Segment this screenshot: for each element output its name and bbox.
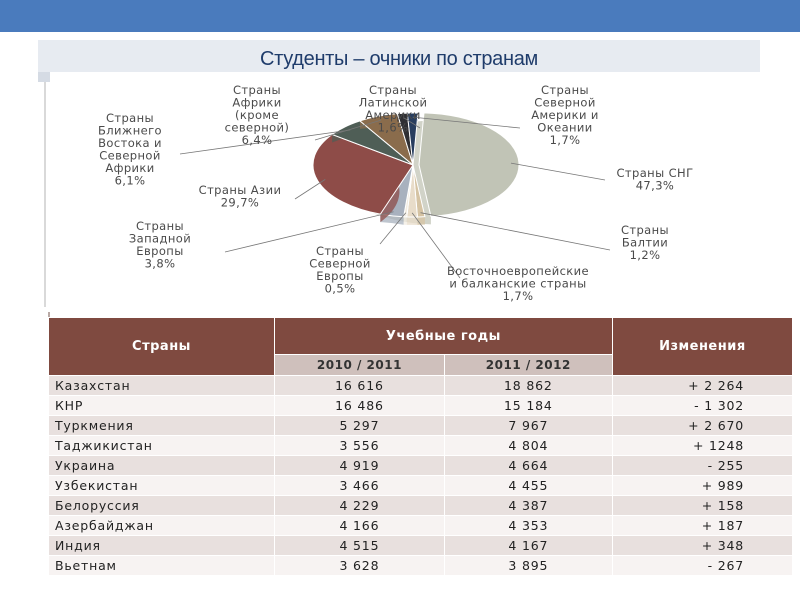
- cell-year-2011-2012: 4 353: [444, 516, 612, 536]
- cell-year-2010-2011: 3 466: [275, 476, 445, 496]
- header-changes: Изменения: [612, 318, 792, 376]
- cell-year-2010-2011: 5 297: [275, 416, 445, 436]
- table-row: [49, 516, 793, 536]
- slice-label: Страны СНГ 47,3%: [616, 166, 694, 193]
- cell-year-2011-2012: 4 387: [444, 496, 612, 516]
- top-bar: [0, 0, 800, 32]
- title-band-shadow: [38, 72, 50, 82]
- cell-year-2010-2011: 3 628: [275, 556, 445, 576]
- pie-slice-side: [404, 217, 407, 225]
- header-year-2011-2012: 2011 / 2012: [444, 355, 612, 376]
- slice-label: Страны Северной Европы 0,5%: [309, 244, 371, 296]
- table-row: [49, 556, 793, 576]
- cell-year-2010-2011: 16 486: [275, 396, 445, 416]
- slide-title: Студенты – очники по странам: [259, 48, 538, 70]
- cell-year-2010-2011: 4 515: [275, 536, 445, 556]
- leader-line: [295, 179, 325, 199]
- pie-slices: [313, 113, 519, 225]
- table-row: [49, 476, 793, 496]
- cell-country: КНР: [49, 396, 275, 416]
- pie-chart: [50, 82, 750, 310]
- cell-year-2011-2012: 7 967: [444, 416, 612, 436]
- cell-country: Азербайджан: [49, 516, 275, 536]
- cell-change: + 989: [612, 476, 792, 496]
- cell-country: Казахстан: [49, 376, 275, 396]
- cell-year-2010-2011: 4 166: [275, 516, 445, 536]
- cell-change: + 158: [612, 496, 792, 516]
- slice-label: Страны Балтии 1,2%: [620, 223, 670, 262]
- cell-year-2010-2011: 16 616: [275, 376, 445, 396]
- cell-country: Белоруссия: [49, 496, 275, 516]
- cell-year-2011-2012: 4 455: [444, 476, 612, 496]
- leader-line: [225, 212, 394, 252]
- cell-year-2011-2012: 3 895: [444, 556, 612, 576]
- header-academic-years: Учебные годы: [275, 318, 613, 355]
- cell-country: Вьетнам: [49, 556, 275, 576]
- students-table-container: [48, 312, 793, 574]
- table-row: [49, 456, 793, 476]
- cell-year-2010-2011: 3 556: [275, 436, 445, 456]
- table-row: [49, 536, 793, 556]
- left-divider: [44, 82, 46, 307]
- cell-change: + 2 670: [612, 416, 792, 436]
- cell-change: + 348: [612, 536, 792, 556]
- cell-year-2011-2012: 18 862: [444, 376, 612, 396]
- cell-change: - 255: [612, 456, 792, 476]
- cell-year-2011-2012: 4 167: [444, 536, 612, 556]
- slice-label: Страны Северной Америки и Океании 1,7%: [531, 83, 599, 147]
- students-table: [48, 317, 793, 576]
- table-row: [49, 436, 793, 456]
- slice-label: Страны Африки (кроме северной) 6,4%: [224, 83, 290, 147]
- cell-year-2010-2011: 4 229: [275, 496, 445, 516]
- pie-slice-side: [417, 217, 425, 225]
- cell-year-2011-2012: 15 184: [444, 396, 612, 416]
- table-row: [49, 416, 793, 436]
- header-countries: Страны: [49, 318, 275, 376]
- pie-slice-1: [419, 113, 519, 217]
- leader-line: [511, 163, 605, 180]
- table-row: [49, 496, 793, 516]
- cell-change: + 187: [612, 516, 792, 536]
- cell-country: Украина: [49, 456, 275, 476]
- cell-country: Туркмения: [49, 416, 275, 436]
- slice-label: Восточноевропейские и балканские страны 1,7%: [446, 264, 590, 303]
- table-row: [49, 376, 793, 396]
- leader-line: [421, 213, 610, 250]
- cell-year-2011-2012: 4 804: [444, 436, 612, 456]
- cell-country: Индия: [49, 536, 275, 556]
- cell-change: + 2 264: [612, 376, 792, 396]
- slice-label: Страны Азии 29,7%: [198, 183, 282, 210]
- cell-year-2010-2011: 4 919: [275, 456, 445, 476]
- slice-label: Страны Латинской Америки 1,6%: [358, 83, 428, 135]
- cell-country: Таджикистан: [49, 436, 275, 456]
- table-row: [49, 396, 793, 416]
- slice-label: Страны Западной Европы 3,8%: [128, 219, 192, 271]
- cell-year-2011-2012: 4 664: [444, 456, 612, 476]
- cell-change: + 1248: [612, 436, 792, 456]
- table-body: [49, 376, 793, 576]
- slice-label: Страны Ближнего Востока и Северной Африки 6,1%: [98, 111, 162, 188]
- cell-country: Узбекистан: [49, 476, 275, 496]
- cell-change: - 1 302: [612, 396, 792, 416]
- cell-change: - 267: [612, 556, 792, 576]
- header-year-2010-2011: 2010 / 2011: [275, 355, 445, 376]
